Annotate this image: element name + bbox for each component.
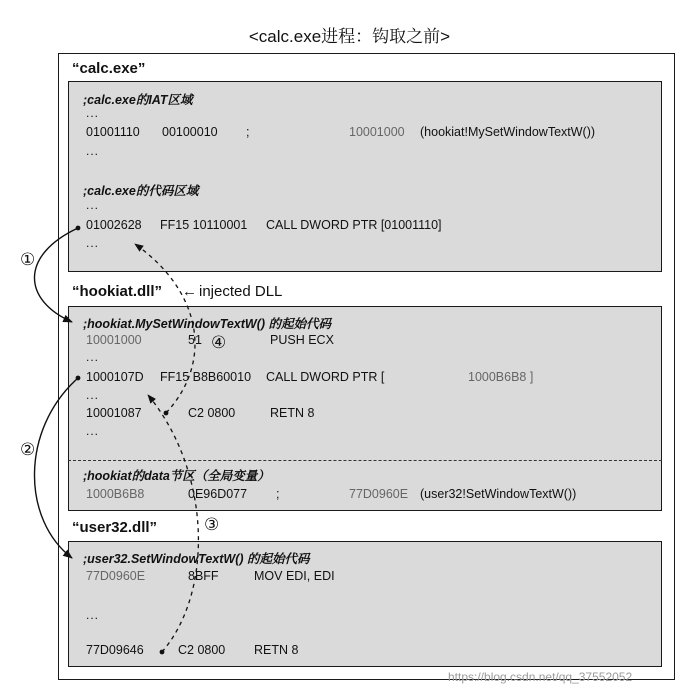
iat-value: 00100010: [162, 125, 218, 139]
hook-push-bytes: 51: [188, 333, 202, 347]
hook-push-address: 10001000: [86, 333, 142, 347]
injected-dll-label: injected DLL: [199, 283, 283, 300]
ellipsis: ...: [86, 388, 100, 402]
arrow-step-3: [148, 395, 198, 652]
calc-call-address: 01002628: [86, 218, 142, 232]
arrow-step-4: [135, 244, 195, 413]
arrow-dot: [160, 650, 165, 655]
hook-call-target: 1000B6B8 ]: [468, 370, 534, 384]
calc-module-label: “calc.exe”: [72, 60, 146, 77]
iat-target-address: 10001000: [349, 125, 405, 139]
hook-retn-address: 10001087: [86, 406, 142, 420]
ellipsis: ...: [86, 236, 100, 250]
hook-push-instruction: PUSH ECX: [270, 333, 334, 347]
data-separator: ;: [276, 487, 280, 501]
injected-arrow: ←: [182, 283, 197, 300]
data-address: 1000B6B8: [86, 487, 145, 501]
user32-code-comment: ;user32.SetWindowTextW() 的起始代码: [83, 552, 310, 566]
ellipsis: ...: [86, 106, 100, 120]
hook-call-address: 1000107D: [86, 370, 144, 384]
watermark: https://blog.csdn.net/qq_37552052: [448, 670, 633, 684]
hookiat-module-label: “hookiat.dll”: [72, 283, 162, 300]
iat-address: 01001110: [86, 125, 140, 139]
arrow-dot: [76, 376, 81, 381]
ellipsis: ...: [86, 144, 100, 158]
hook-call-instruction: CALL DWORD PTR [: [266, 370, 385, 384]
user32-retn-bytes: C2 0800: [178, 643, 226, 657]
ellipsis: ...: [86, 608, 100, 622]
data-target-name: (user32!SetWindowTextW()): [420, 487, 577, 501]
user32-module-label: “user32.dll”: [72, 519, 158, 536]
data-value: 0E96D077: [188, 487, 248, 501]
calc-call-bytes: FF15 10110001: [160, 218, 248, 232]
arrow-step-2: [34, 378, 78, 558]
ellipsis: ...: [86, 198, 100, 212]
iat-target-name: (hookiat!MySetWindowTextW()): [420, 125, 596, 139]
user32-mov-bytes: 8BFF: [188, 569, 219, 583]
step-3-marker: ③: [204, 515, 220, 534]
ellipsis: ...: [86, 350, 100, 364]
arrow-step-1: [34, 228, 78, 322]
hook-retn-instruction: RETN 8: [270, 406, 315, 420]
hookiat-data-comment: ;hookiat的data节区（全局变量）: [83, 469, 270, 483]
data-target-address: 77D0960E: [349, 487, 409, 501]
step-4-marker: ④: [211, 333, 227, 352]
calc-iat-comment: ;calc.exe的IAT区域: [83, 93, 193, 107]
diagram-title: <calc.exe进程：钩取之前>: [248, 27, 451, 46]
user32-mov-instruction: MOV EDI, EDI: [254, 569, 335, 583]
user32-retn-address: 77D09646: [86, 643, 144, 657]
ellipsis: ...: [86, 424, 100, 438]
step-2-marker: ②: [20, 440, 36, 459]
hookiat-code-comment: ;hookiat.MySetWindowTextW() 的起始代码: [83, 317, 332, 331]
user32-mov-address: 77D0960E: [86, 569, 146, 583]
calc-call-instruction: CALL DWORD PTR [01001110]: [266, 218, 442, 232]
arrow-dot: [164, 411, 169, 416]
arrow-dot: [76, 226, 81, 231]
user32-retn-instruction: RETN 8: [254, 643, 299, 657]
iat-separator: ;: [246, 125, 250, 139]
step-1-marker: ①: [20, 250, 36, 269]
hook-call-bytes: FF15 B8B60010: [160, 370, 252, 384]
hook-retn-bytes: C2 0800: [188, 406, 236, 420]
calc-code-comment: ;calc.exe的代码区域: [83, 184, 199, 198]
